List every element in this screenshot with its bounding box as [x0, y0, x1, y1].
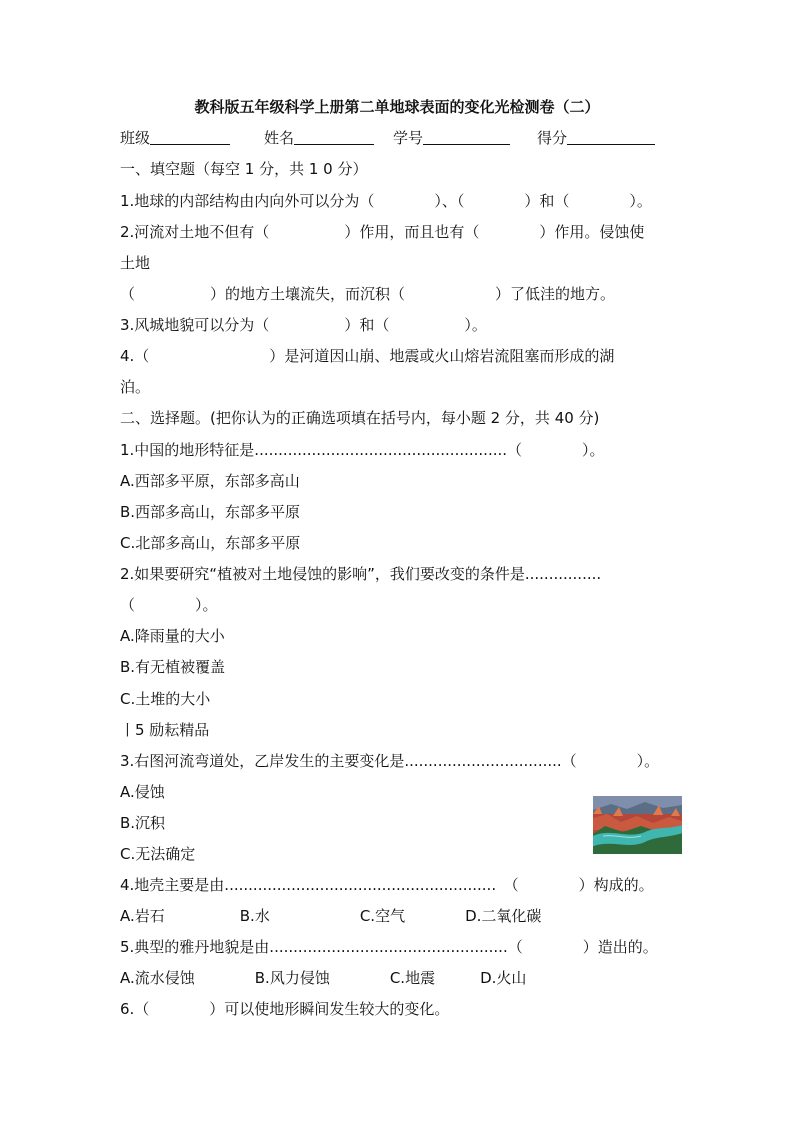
- s2-q2-option-a: A.降雨量的大小: [120, 627, 225, 645]
- river-bend-photo: [593, 796, 682, 854]
- s2-question-2: 2.如果要研究“植被对土地侵蚀的影响”，我们要改变的条件是................: [120, 565, 602, 583]
- score-label: 得分: [537, 129, 568, 147]
- score-field: [537, 128, 655, 148]
- s2-q5-options: A.流水侵蚀 B.风力侵蚀 C.地震 D.火山: [120, 969, 527, 987]
- s1-question-2-cont2: （ ）的地方土壤流失，而沉积（ ）了低洼的地方。: [120, 285, 616, 303]
- page-title: 教科版五年级科学上册第二单地球表面的变化光检测卷（二）: [194, 98, 600, 116]
- s2-question-3: 3.右图河流弯道处，乙岸发生的主要变化是.................................（ ）。: [120, 752, 660, 770]
- name-label: 姓名: [264, 129, 295, 147]
- class-field: [120, 128, 230, 148]
- id-field: [393, 128, 510, 148]
- river-bend-illustration: [593, 796, 682, 854]
- name-blank: [294, 128, 374, 145]
- id-label: 学号: [393, 129, 424, 147]
- watermark-text: 丨5 励耘精品: [120, 721, 210, 739]
- section2-heading: 二、选择题。(把你认为的正确选项填在括号内，每小题 2 分，共 40 分): [120, 409, 600, 427]
- s2-q1-option-a: A.西部多平原，东部多高山: [120, 472, 300, 490]
- s2-q1-option-c: C.北部多高山，东部多平原: [120, 534, 301, 552]
- class-blank: [150, 128, 230, 145]
- s2-question-6: 6.（ ）可以使地形瞬间发生较大的变化。: [120, 1000, 450, 1018]
- s2-q3-option-b: B.沉积: [120, 814, 166, 832]
- section1-heading: 一、填空题（每空 1 分，共 1 0 分）: [120, 160, 368, 178]
- s1-question-2-cont: 土地: [120, 254, 151, 272]
- s2-q2-option-c: C.土堆的大小: [120, 690, 211, 708]
- class-label: 班级: [120, 129, 151, 147]
- name-field: [264, 128, 374, 148]
- s2-q4-options: A.岩石 B.水 C.空气 D.二氧化碳: [120, 907, 542, 925]
- s2-q3-option-c: C.无法确定: [120, 845, 196, 863]
- score-blank: [567, 128, 655, 145]
- s2-question-4: 4.地壳主要是由......................................................... （ ）构成的。: [120, 876, 654, 894]
- id-blank: [423, 128, 510, 145]
- s1-question-1: 1.地球的内部结构由内向外可以分为（ ）、（ ）和（ ）。: [120, 192, 652, 210]
- s1-question-4: 4.（ ）是河道因山崩、地震或火山熔岩流阻塞而形成的湖: [120, 347, 615, 365]
- s2-question-1: 1.中国的地形特征是.....................................................（ ）。: [120, 441, 605, 459]
- s1-question-2: 2.河流对土地不但有（ ）作用，而且也有（ ）作用。侵蚀使: [120, 223, 645, 241]
- s2-question-5: 5.典型的雅丹地貌是由..................................................（ ）造出的。: [120, 938, 658, 956]
- s1-question-3: 3.风城地貌可以分为（ ）和（ ）。: [120, 316, 487, 334]
- s2-q1-option-b: B.西部多高山，东部多平原: [120, 503, 301, 521]
- s1-question-4-cont: 泊。: [120, 378, 151, 396]
- s2-question-2-paren: （ ）。: [120, 596, 218, 614]
- s2-q2-option-b: B.有无植被覆盖: [120, 658, 226, 676]
- s2-q3-option-a: A.侵蚀: [120, 783, 165, 801]
